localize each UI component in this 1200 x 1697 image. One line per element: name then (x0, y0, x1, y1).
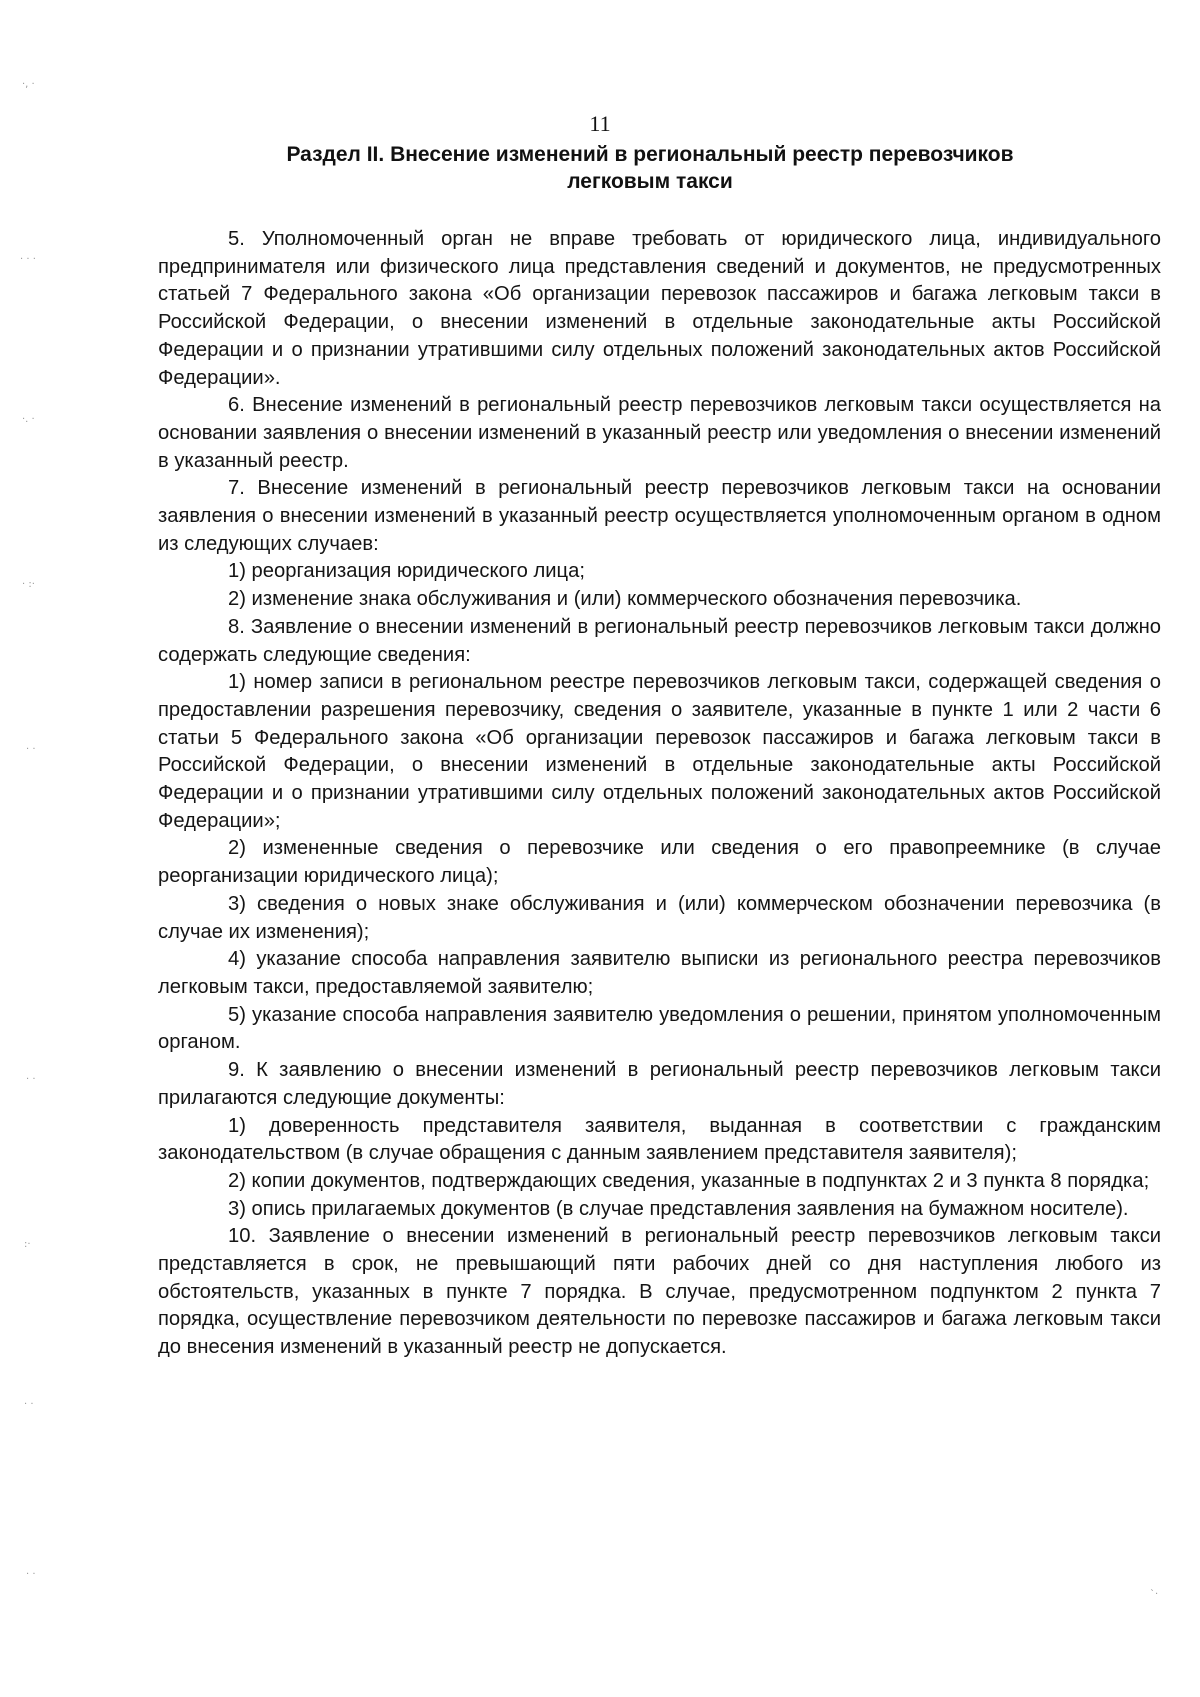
paragraph-8-item-4: 4) указание способа направления заявителю выписки из регионального реестра перевозчиков легковым такси, предоставляемой заявителю; (158, 948, 1161, 998)
document-body (158, 226, 1161, 1362)
paragraph-8: 8. Заявление о внесении изменений в региональный реестр перевозчиков легковым такси должно содержать следующие сведения: (158, 615, 1161, 666)
paragraph-9: 9. К заявлению о внесении изменений в региональный реестр перевозчиков легковым такси прилагаются следующие документы: (158, 1059, 1161, 1109)
paragraph-9-item-2: 2) копии документов, подтверждающих сведения, указанные в подпунктах 2 и 3 пункта 8 порядка; (228, 1169, 1150, 1192)
paragraph-6: 6. Внесение изменений в региональный реестр перевозчиков легковым такси осуществляется на основании заявления о внесении изменений в указанный реестр или уведомления о внесении изменений в указанный реестр. (158, 394, 1161, 472)
paragraph-7-item-2: 2) изменение знака обслуживания и (или) коммерческого обозначения перевозчика. (228, 588, 1022, 611)
paragraph-7-item-1: 1) реорганизация юридического лица; (228, 560, 585, 583)
paragraph-9-item-3: 3) опись прилагаемых документов (в случае представления заявления на бумажном носителе). (228, 1197, 1129, 1220)
paragraph-7: 7. Внесение изменений в региональный реестр перевозчиков легковым такси на основании заявления о внесении изменений в указанный реестр осуществляется уполномоченным органом в одном из следующих случаев: (158, 477, 1161, 555)
section-heading-line-2: легковым такси (567, 170, 733, 193)
paragraph-8-item-2: 2) измененные сведения о перевозчике или сведения о его правопреемнике (в случае реорганизации юридического лица); (158, 837, 1161, 888)
paragraph-8-item-3: 3) сведения о новых знаке обслуживания и (или) коммерческом обозначении перевозчика (в случае их изменения); (158, 892, 1161, 943)
section-heading (150, 141, 1150, 195)
paragraph-8-item-1: 1) номер записи в региональном реестре перевозчиков легковым такси, содержащей сведения о предоставлении разрешения перевозчику, сведения о заявителе, указанные в пункте 1 или 2 части 6 статьи 5 Федерального закона «Об организации перевозок пассажиров и багажа легковым такси в Российской Федерации, о внесении изменений в отдельные законодательные акты Российской Федерации и о признании утратившими силу отдельных положений законодательных актов Российской Федерации»; (158, 671, 1161, 832)
paragraph-9-item-1: 1) доверенность представителя заявителя, выданная в соответствии с гражданским законодательством (в случае обращения с данным заявлением представителя заявителя); (158, 1114, 1161, 1165)
paragraph-8-item-5: 5) указание способа направления заявителю уведомления о решении, принятом уполномоченным органом. (158, 1003, 1161, 1054)
section-heading-line-1: Раздел II. Внесение изменений в региональный реестр перевозчиков (286, 143, 1014, 166)
paragraph-10: 10. Заявление о внесении изменений в региональный реестр перевозчиков легковым такси представляется в срок, не превышающий пяти рабочих дней со дня наступления любого из обстоятельств, указанных в пункте 7 порядка. В случае, предусмотренном подпунктом 2 пункта 7 порядка, осуществление перевозчиком деятельности по перевозке пассажиров и багажа легковым такси до внесения изменений в указанный реестр не допускается. (158, 1225, 1161, 1359)
paragraph-5: 5. Уполномоченный орган не вправе требовать от юридического лица, индивидуального предпринимателя или физического лица представления сведений и документов, не предусмотренных статьей 7 Федерального закона «Об организации перевозок пассажиров и багажа легковым такси в Российской Федерации, о внесении изменений в отдельные законодательные акты Российской Федерации и о признании утратившими силу отдельных положений законодательных актов Российской Федерации». (158, 228, 1161, 389)
page-number: 11 (589, 111, 611, 136)
document-page: 11 Раздел II. Внесение изменений в региональный реестр перевозчиков легковым такси 5. Уполномоченный орган не вправе требовать от юридического лица, индивидуального предпринимателя или физического лица представления сведений и документов, не предусмотренных статьей 7 Федерального закона «Об организации перевозок пассажиров и багажа легковым такси в Российской Федерации, о внесении изменений в отдельные законодательные акты Российской Федерации и о признании утратившими силу отдельных положений законодательных актов Российской Федерации». 6. Внесение изменений в региональный реестр перевозчиков легковым такси осуществляется на основании заявления о внесении изменений в указанный реестр или уведомления о внесении изменений в указанный реестр. 7. Внесение изменений в региональный реестр перевозчиков легковым такси на основании заявления о внесении изменений в указанный реестр осуществляется уполномоченным органом в одном из следующих случаев: 1) реорганизация юридического лица; 2) изменение знака обслуживания и (или) коммерческого обозначения перевозчика. 8. Заявление о внесении изменений в региональный реестр перевозчиков легковым такси должно содержать следующие сведения: 1) номер записи в региональном реестре перевозчиков легковым такси, содержащей сведения о предоставлении разрешения перевозчику, сведения о заявителе, указанные в пункте 1 или 2 части 6 статьи 5 Федерального закона «Об организации перевозок пассажиров и багажа легковым такси в Российской Федерации, о внесении изменений в отдельные законодательные акты Российской Федерации и о признании утратившими силу отдельных положений законодательных актов Российской Федерации»; 2) измененные сведения о перевозчике или сведения о его правопреемнике (в случае реорганизации юридического лица); 3) сведения о новых знаке обслуживания и (или) коммерческом обозначении перевозчика (в случае их изменения); 4) указание способа направления заявителю выписки из регионального реестра перевозчиков легковым такси, предоставляемой заявителю; 5) указание способа направления заявителю уведомления о решении, принятом уполномоченным органом. 9. К заявлению о внесении изменений в региональный реестр перевозчиков легковым такси прилагаются следующие документы: 1) доверенность представителя заявителя, выданная в соответствии с гражданским законодательством (в случае обращения с данным заявлением представителя заявителя); 2) копии документов, подтверждающих сведения, указанные в подпунктах 2 и 3 пункта 8 порядка; 3) опись прилагаемых документов (в случае представления заявления на бумажном носителе). 10. Заявление о внесении изменений в региональный реестр перевозчиков легковым такси представляется в срок, не превышающий пяти рабочих дней со дня наступления любого из обстоятельств, указанных в пункте 7 порядка. В случае, предусмотренном подпунктом 2 пункта 7 порядка, осуществление перевозчиком деятельности по перевозке пассажиров и багажа легковым такси до внесения изменений в указанный реестр не допускается. ·, · · · · ·. · · :· · · · · :· · · · · `· (0, 0, 1200, 1697)
